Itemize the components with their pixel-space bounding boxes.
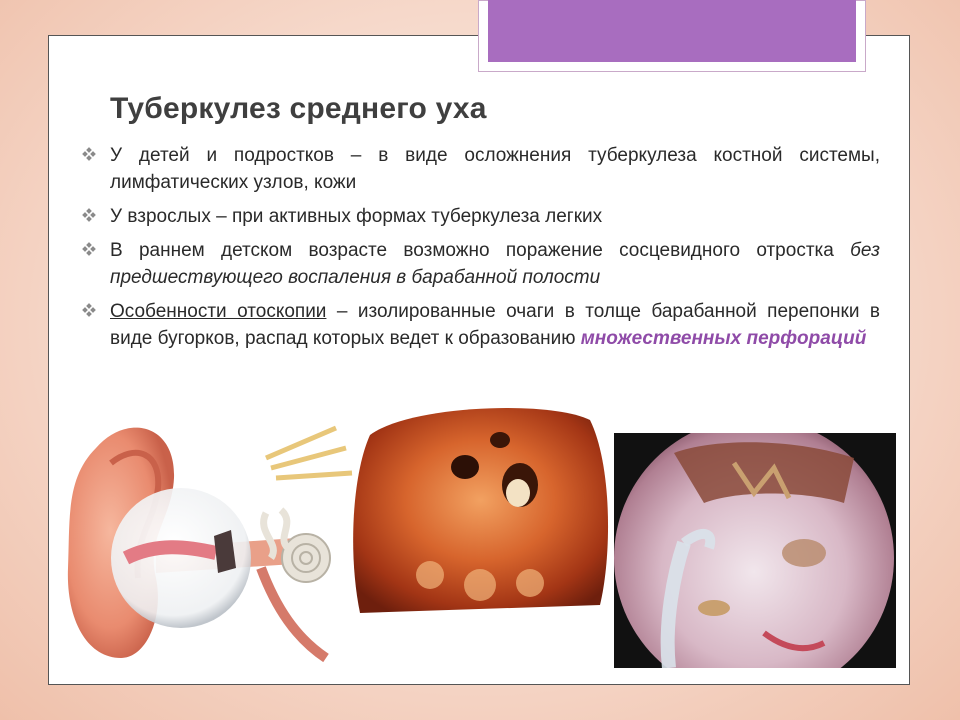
bullet-text-highlight: множественных перфораций <box>580 328 867 349</box>
bullet-item <box>82 298 880 352</box>
slide-title: Туберкулез среднего уха <box>110 92 487 125</box>
diamond-bullet-icon <box>82 242 96 256</box>
bullet-list <box>82 142 880 359</box>
ear-anatomy-image <box>66 418 354 664</box>
bullet-item <box>82 142 880 196</box>
diamond-bullet-icon <box>82 303 96 317</box>
bullet-text: – изолированные очаги в толще барабанной перепонки в виде бугорков, распад которых ведет к образованию <box>110 301 880 349</box>
otoscopy-image-2 <box>614 433 896 668</box>
diamond-bullet-icon <box>82 147 96 161</box>
bullet-item <box>82 237 880 291</box>
bullet-text: У детей и подростков – в виде осложнения туберкулеза костной системы, лимфатических узлов, кожи <box>110 145 880 193</box>
bullet-item <box>82 203 880 230</box>
bullet-text: В раннем детском возрасте возможно поражение сосцевидного отростка <box>110 240 851 261</box>
bullet-text: У взрослых – при активных формах туберкулеза легких <box>110 206 603 227</box>
bullet-text-underlined: Особенности отоскопии <box>110 301 327 322</box>
diamond-bullet-icon <box>82 208 96 222</box>
header-accent-bar <box>488 0 856 62</box>
bullet-text-italic: без предшествующего воспаления в барабанной полости <box>110 240 880 288</box>
otoscopy-image-1 <box>350 405 612 613</box>
